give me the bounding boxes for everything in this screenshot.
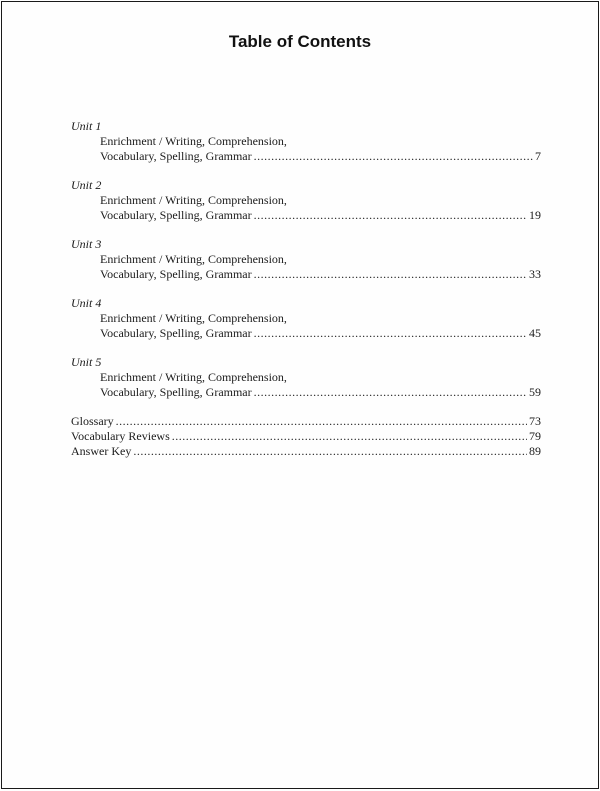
entry-label: Vocabulary Reviews [71, 429, 170, 443]
page-number: 89 [529, 444, 541, 458]
entry-label: Vocabulary, Spelling, Grammar [100, 385, 252, 399]
unit-topics-line: Enrichment / Writing, Comprehension, [100, 252, 287, 266]
entry-label: Answer Key [71, 444, 132, 458]
dot-leader [116, 414, 527, 429]
table-of-contents [71, 119, 541, 459]
dot-leader [254, 326, 527, 341]
dot-leader [254, 385, 527, 400]
entry-label: Vocabulary, Spelling, Grammar [100, 149, 252, 163]
dot-leader [254, 149, 533, 164]
page-number: 59 [529, 385, 541, 399]
page-number: 19 [529, 208, 541, 222]
entry-label: Vocabulary, Spelling, Grammar [100, 267, 252, 281]
unit-title: Unit 1 [71, 119, 102, 133]
page-number: 45 [529, 326, 541, 340]
page-number: 73 [529, 414, 541, 428]
toc-entry [100, 385, 541, 400]
toc-entry-vocabulary-reviews [71, 429, 541, 444]
toc-entry [100, 149, 541, 164]
toc-unit-1 [71, 119, 541, 164]
unit-topics-line: Enrichment / Writing, Comprehension, [100, 193, 287, 207]
unit-title: Unit 3 [71, 237, 102, 251]
toc-unit-2 [71, 178, 541, 223]
toc-unit-3 [71, 237, 541, 282]
unit-topics-line: Enrichment / Writing, Comprehension, [100, 370, 287, 384]
unit-topics-line: Enrichment / Writing, Comprehension, [100, 311, 287, 325]
document-page [1, 1, 599, 789]
dot-leader [254, 267, 527, 282]
toc-entry-glossary [71, 414, 541, 429]
page-number: 7 [535, 149, 541, 163]
dot-leader [133, 444, 527, 459]
entry-label: Glossary [71, 414, 114, 428]
toc-unit-5 [71, 355, 541, 400]
dot-leader [254, 208, 527, 223]
toc-unit-4 [71, 296, 541, 341]
unit-title: Unit 2 [71, 178, 102, 192]
toc-entry [100, 326, 541, 341]
page-number: 33 [529, 267, 541, 281]
page-title: Table of Contents [228, 32, 372, 51]
dot-leader [172, 429, 527, 444]
entry-label: Vocabulary, Spelling, Grammar [100, 208, 252, 222]
backmatter-list [71, 414, 541, 459]
unit-title: Unit 5 [71, 355, 102, 369]
unit-topics-line: Enrichment / Writing, Comprehension, [100, 134, 287, 148]
toc-entry [100, 208, 541, 223]
toc-entry [100, 267, 541, 282]
page-number: 79 [529, 429, 541, 443]
toc-entry-answer-key [71, 444, 541, 459]
unit-title: Unit 4 [71, 296, 102, 310]
entry-label: Vocabulary, Spelling, Grammar [100, 326, 252, 340]
